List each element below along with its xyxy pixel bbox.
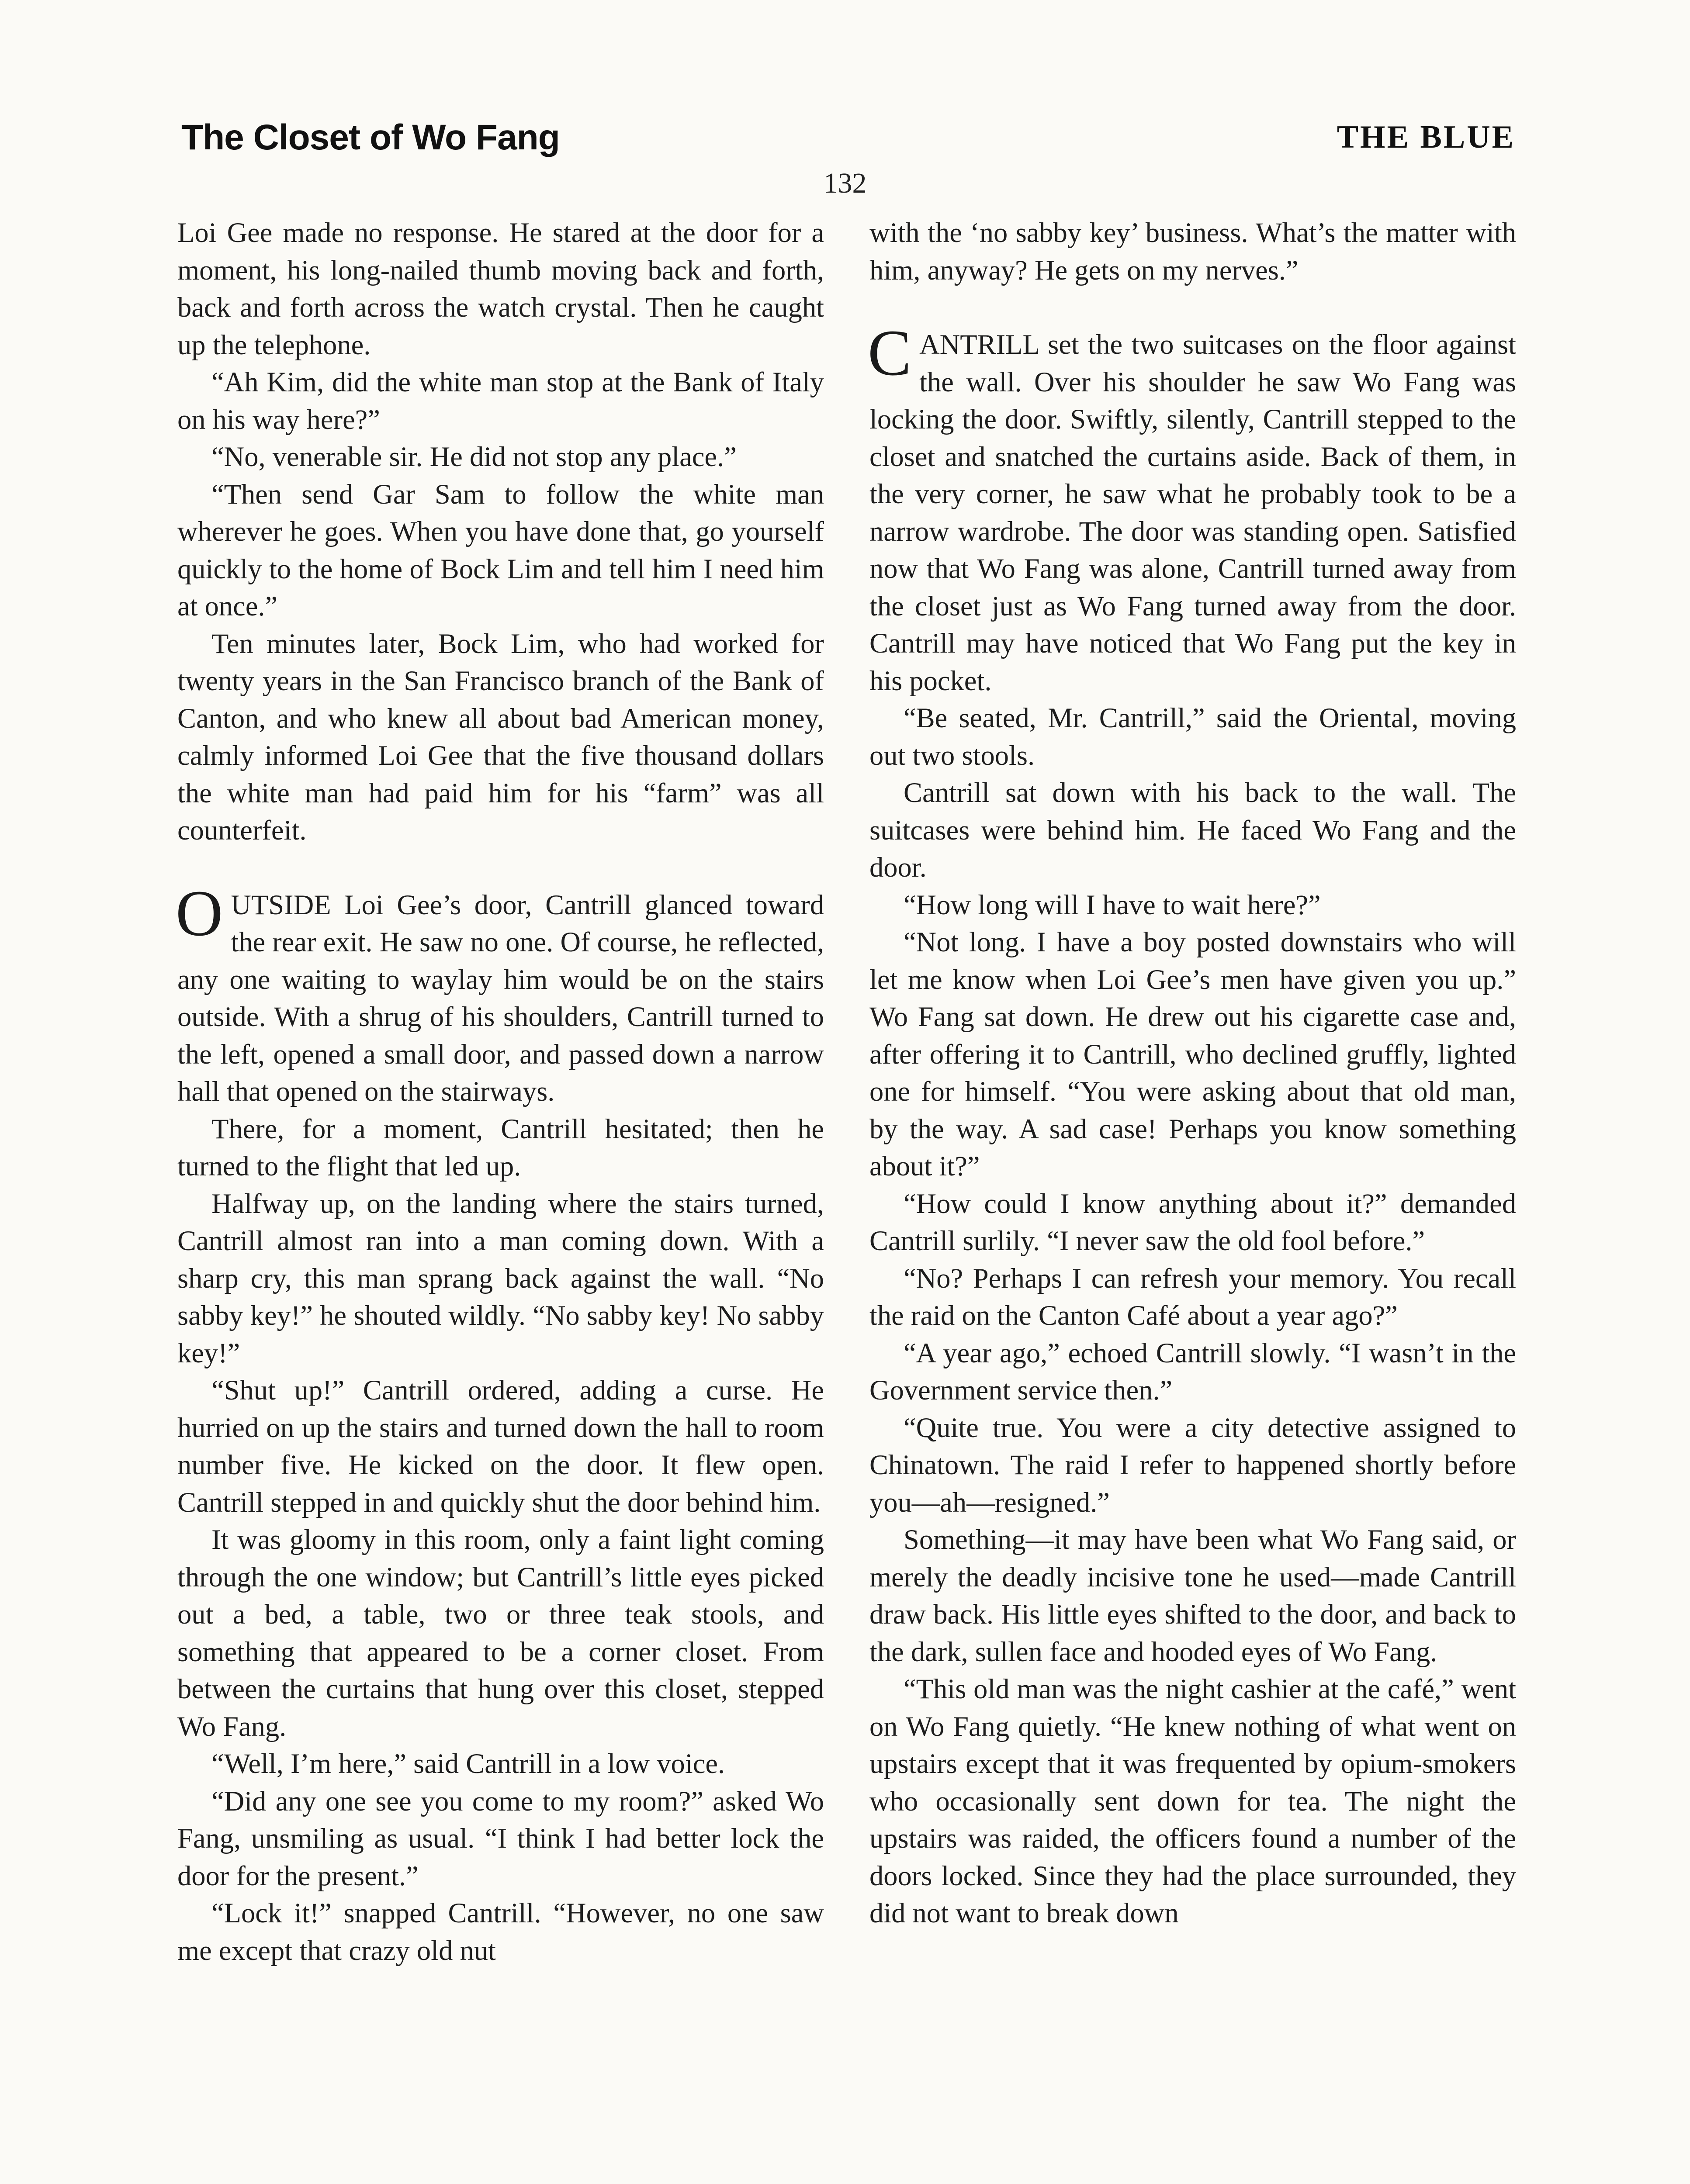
paragraph: “Did any one see you come to my room?” asked Wo Fang, unsmiling as usual. “I think I had better lock the door for the present.” [177,1785,824,1891]
page-number: 132 [823,167,867,199]
paragraph: It was gloomy in this room, only a faint light coming through the one window; but Cantrill’s little eyes picked out a bed, a table, two or three teak stools, and something that appeared to be a corner closet. From between the curtains that hung over this closet, stepped Wo Fang. [177,1524,824,1742]
paragraph: with the ‘no sabby key’ business. What’s the matter with him, anyway? He gets on my nerves.” [869,217,1516,286]
paragraph: “Ah Kim, did the white man stop at the Bank of Italy on his way here?” [177,366,824,435]
paragraph: “No? Perhaps I can refresh your memory. You recall the raid on the Canton Café about a year ago?” [869,1262,1516,1331]
paragraph: “A year ago,” echoed Cantrill slowly. “I wasn’t in the Government service then.” [869,1337,1516,1406]
paragraph: “This old man was the night cashier at the café,” went on Wo Fang quietly. “He knew nothing of what went on upstairs except that it was frequented by opium-smokers who occasionally sent down for tea. The night the upstairs was raided, the officers found a number of the doors locked. Since they had the place surrounded, they did not want to break down [869,1673,1516,1928]
magazine-name: THE BLUE [1337,119,1515,155]
paragraph: Ten minutes later, Bock Lim, who had worked for twenty years in the San Francisco branch of the Bank of Canton, and who knew all about bad American money, calmly informed Loi Gee that the five thousand dollars the white man had paid him for his “farm” was all counterfeit. [177,628,824,846]
paragraph: “Then send Gar Sam to follow the white man wherever he goes. When you have done that, go yourself quickly to the home of Bock Lim and tell him I need him at once.” [177,478,824,622]
story-title: The Closet of Wo Fang [181,117,560,157]
paragraph: Halfway up, on the landing where the stairs turned, Cantrill almost ran into a man coming down. With a sharp cry, this man sprang back against the wall. “No sabby key!” he shouted wildly. “No sabby key! No sabby key!” [177,1188,824,1368]
paragraph: “Shut up!” Cantrill ordered, adding a curse. He hurried on up the stairs and turned down the hall to room number five. He kicked on the door. It flew open. Cantrill stepped in and quickly shut the door behind him. [177,1375,824,1518]
paragraph: “Not long. I have a boy posted downstairs who will let me know when Loi Gee’s men have given you up.” Wo Fang sat down. He drew out his cigarette case and, after offering it to Cantrill, who declined gruffly, lighted one for himself. “You were asking about that old man, by the way. A sad case! Perhaps you know something about it?” [869,926,1516,1182]
left-column [177,214,824,1969]
paragraph: Loi Gee made no response. He stared at the door for a moment, his long-nailed thumb moving back and forth, back and forth across the watch crystal. Then he caught up the telephone. [177,217,824,360]
paragraph: “Quite true. You were a city detective assigned to Chinatown. The raid I refer to happened shortly before you—ah—resigned.” [869,1412,1516,1518]
paragraph: Something—it may have been what Wo Fang said, or merely the deadly incisive tone he used—made Cantrill draw back. His little eyes shifted to the door, and back to the dark, sullen face and hooded eyes of Wo Fang. [869,1524,1516,1667]
drop-cap: O [176,877,223,950]
paragraph-text: UTSIDE Loi Gee’s door, Cantrill glanced toward the rear exit. He saw no one. Of course, he reflected, any one waiting to waylay him would be on the stairs outside. With a shrug of his shoulders, Cantrill turned to the left, opened a small door, and passed down a narrow hall that opened on the stairways. [177,889,824,1107]
section-paragraph [176,877,824,1110]
paragraph: “Lock it!” snapped Cantrill. “However, no one saw me except that crazy old nut [177,1897,824,1966]
paragraph-text: ANTRILL set the two suitcases on the floor against the wall. Over his shoulder he saw Wo Fang was locking the door. Swiftly, silently, Cantrill stepped to the closet and snatched the curtains aside. Back of them, in the very corner, he saw what he probably took to be a narrow wardrobe. The door was standing open. Satisfied now that Wo Fang was alone, Cantrill turned away from the closet just as Wo Fang turned away from the door. Cantrill may have noticed that Wo Fang put the key in his pocket. [869,329,1516,696]
paragraph: “How could I know anything about it?” demanded Cantrill surlily. “I never saw the old fool before.” [869,1188,1516,1256]
paragraph: “Be seated, Mr. Cantrill,” said the Oriental, moving out two stools. [869,702,1516,771]
right-column [869,214,1516,1932]
paragraph: There, for a moment, Cantrill hesitated; then he turned to the flight that led up. [177,1113,824,1182]
drop-cap: C [868,317,912,389]
paragraph: “Well, I’m here,” said Cantrill in a low voice. [211,1748,725,1779]
section-paragraph [868,317,1516,699]
paragraph: “How long will I have to wait here?” [904,889,1321,920]
paragraph: “No, venerable sir. He did not stop any place.” [211,441,737,472]
paragraph: Cantrill sat down with his back to the wall. The suitcases were behind him. He faced Wo Fang and the door. [869,777,1516,883]
